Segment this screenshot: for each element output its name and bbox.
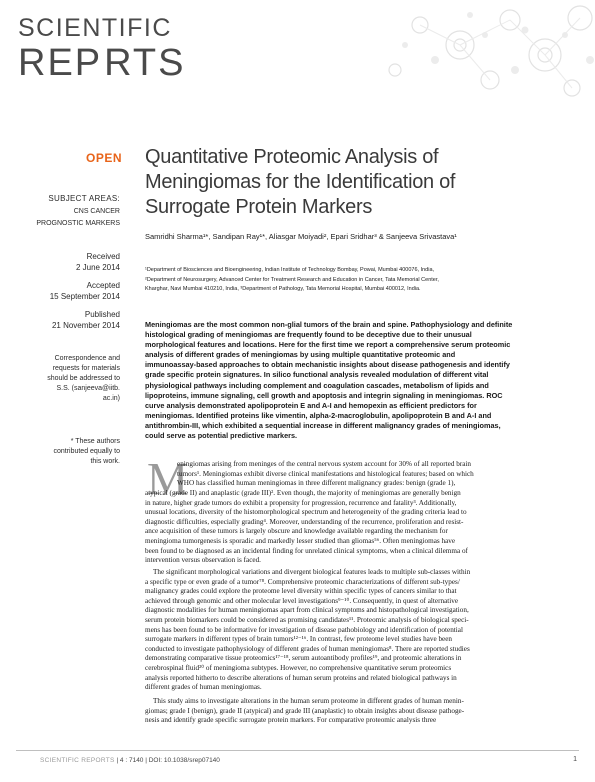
body-line: giomas; grade I (benign), grade II (atypical) and grade III (anaplastic) to obtain insights about disease pathoge- [145,706,465,715]
body-line: surrogate markers in different types of brain tumors¹²⁻¹⁶. In contrast, few proteome level studies have been [145,635,453,644]
body-line: tumors¹. Meningiomas exhibit diverse clinical manifestations and histological features; based on which [177,469,474,478]
correspondence-email-link[interactable]: ac.in) [102,395,120,402]
abstract-line: could serve as potential predictive markers. [145,431,298,441]
received-label: Received [86,252,120,261]
subject-area-link[interactable]: CNS CANCER [73,208,120,215]
logo-line1: SCIENTIFIC [18,14,172,42]
received-date: 2 June 2014 [75,263,120,272]
subject-heading: SUBJECT AREAS: [48,194,120,203]
body-line: intervention versus observation is faced. [145,556,261,565]
logo-text-b: RTS [104,42,186,84]
abstract-line: meningiomas. Identified proteins like vimentin, alpha-2-macroglobulin, apolipoprotein B and A-I and [145,410,492,420]
body-line: demonstrating comparative tissue proteomics¹⁷⁻¹⁸, serum autoantibody profiles¹⁹, and proteomic alterations in [145,654,462,663]
correspondence-email-link[interactable]: S.S. (sanjeeva@iitb. [56,385,120,392]
body-line: serum protein biomarkers could be considered as promising candidates¹¹. Proteomic analysis of biological speci- [145,615,469,624]
published-date: 21 November 2014 [51,321,120,330]
body-line: diagnostic modalities for human meningiomas apart from clinical symptoms and histopathological investigation, [145,606,469,615]
author-list: Samridhi Sharma¹*, Sandipan Ray¹*, Aliasgar Moiyadi², Epari Sridhar³ & Sanjeeva Srivastava¹ [145,232,457,241]
footer-citation [40,757,220,764]
affiliations [145,266,565,295]
published-label: Published [84,310,120,319]
abstract-line: grade specific protein signatures. In silico functional analysis revealed modulation of different vital [145,370,489,380]
title-line: Meningiomas for the Identification of [145,171,456,193]
abstract [145,320,565,441]
body-line: This study aims to investigate alterations in the human serum proteome in different grades of human menin- [153,697,464,705]
abstract-line: lipoproteins, immune signaling, cell growth and apoptosis and integrin signaling in meningiomas. ROC [145,390,503,400]
abstract-line: Meningiomas are the most common non-glial tumors of the brain and spine. Pathophysiology and definite [145,320,513,329]
abstract-line: morphological features and locations. Here for the first time we report a comprehensive serum proteomic [145,340,511,350]
body-line: malignancy grades could explore the proteome level diversity within specific types of cancers similar to that [145,587,457,596]
body-line: in nature, higher grade tumors do exhibit a propensity for progression, recurrence and fatality³. Additionally, [145,498,457,507]
abstract-line: analysis of different grades of meningiomas by using multiple quantitative proteomic and [145,350,456,360]
footer-doi-link[interactable]: | 4 : 7140 | DOI: 10.1038/srep07140 [116,757,220,764]
body-line: nesis and identify grade specific surrogate protein markers. For comparative proteomic analysis three [145,716,437,725]
abstract-line: physiological pathways including complement and coagulation cascades, metabolism of lipids and [145,380,489,390]
note-line: * These authors [70,438,120,445]
body-line: achieved through genomic and other molecular level investigations⁹⁻¹⁰. Consequently, in quest of alternative [145,596,459,605]
article-title [145,145,565,220]
paragraph-2 [145,568,555,693]
correspondence-line: should be addressed to [47,375,120,382]
page-footer [0,750,595,774]
accepted-date: 15 September 2014 [49,292,120,301]
abstract-line: histological grading of meningiomas are frequently found to be deceptive due to their unusual [145,330,472,340]
paragraph-1 [145,489,555,566]
body-line: been found to be diagnosed as an incidental finding for unrelated clinical symptoms, when a clinical dilemma of [145,546,468,555]
abstract-line: curve analysis demonstrated apolipoprotein E and A-I and hemopexin as efficient predictors for [145,400,477,410]
drop-cap: M [147,453,188,504]
affiliation-line: ¹Department of Biosciences and Bioengineering, Indian Institute of Technology Bombay, Powai, Mumbai 400076, India, [145,267,435,273]
note-line: contributed equally to [53,448,120,455]
note-line: this work. [90,458,120,465]
title-line: Quantitative Proteomic Analysis of [145,146,439,168]
body-line: eningiomas arising from meninges of the central nervous system account for 30% of all reported brain [177,460,471,468]
article-dates [50,251,120,331]
journal-logo [18,14,186,84]
accepted-label: Accepted [86,281,120,290]
affiliation-line: ²Department of Neurosurgery, Advanced Center for Treatment Research and Education in Cancer, Tata Memorial Center, [145,276,439,283]
body-line: meningioma tumorgenesis is sporadic and markedly lesser studied than gliomas⁵⁶. Often meningiomas have [145,536,456,545]
abstract-line: immunoassay-based approaches to obtain mechanistic insights about disease pathogenesis and identify [145,360,510,370]
body-line: unusual locations, diversity of the histomorphological spectrum and heterogeneity of the grading criteria lead to [145,508,467,517]
decorative-pattern [310,0,595,100]
correspondence-note [47,354,120,404]
body-line: different grades of human meningiomas. [145,683,262,692]
paragraph-3 [145,697,555,726]
logo-text-a: REP [18,42,103,84]
subject-areas [36,193,120,229]
paragraph-1-dropcap-lines [177,460,553,489]
body-line: cerebrospinal fluid²⁰ of meningioma subtypes. However, no comprehensive quantitative serum proteomics [145,663,452,672]
body-line: a specific type or even grade of a tumor⁷⁸. Comprehensive proteomic characterizations of different sub-types/ [145,577,460,586]
page-number: 1 [573,756,577,763]
open-access-label: OPEN [85,151,122,165]
equal-contribution-note [53,437,120,467]
title-line: Surrogate Protein Markers [145,196,373,218]
correspondence-line: requests for materials [52,365,120,372]
body-line: mens has been found to be informative for investigation of disease pathobiology and identification of potential [145,625,463,634]
body-line: conducted to investigate pathophysiology of different grades of human meningiomas⁸. There are reported studies [145,644,470,653]
correspondence-line: Correspondence and [54,355,120,362]
body-line: The significant morphological variations and divergent biological features leads to multiple sub-classes within [153,568,471,576]
body-line: analysis reported hitherto to describe alterations of human serum proteins and related biological pathways in [145,673,457,682]
subject-area-link[interactable]: PROGNOSTIC MARKERS [36,220,120,227]
abstract-line: antithrombin-III, which exhibited a sequential increase in different malignancy grades of meningiomas, [145,420,501,430]
body-line: WHO has classified human meningiomas in three different malignancy grades: benign (grade 1), [177,479,456,488]
body-line: atypical (grade II) and anaplastic (grade III)². Even though, the majority of meningiomas are generally benign [145,489,461,497]
body-line: diagnostic difficulties, especially grading⁴. Moreover, understanding of the recurrence, proliferation and resist- [145,517,464,526]
logo-line2 [18,42,186,84]
body-line: ance acquisition of these tumors is largely obscure and knowledge available regarding the mechanism for [145,527,448,536]
footer-brand: SCIENTIFIC REPORTS [40,757,115,764]
footer-rule [16,750,579,751]
affiliation-line: Kharghar, Navi Mumbai 410210, India, ³Department of Pathology, Tata Memorial Hospital, Mumbai 400012, India. [145,286,421,292]
